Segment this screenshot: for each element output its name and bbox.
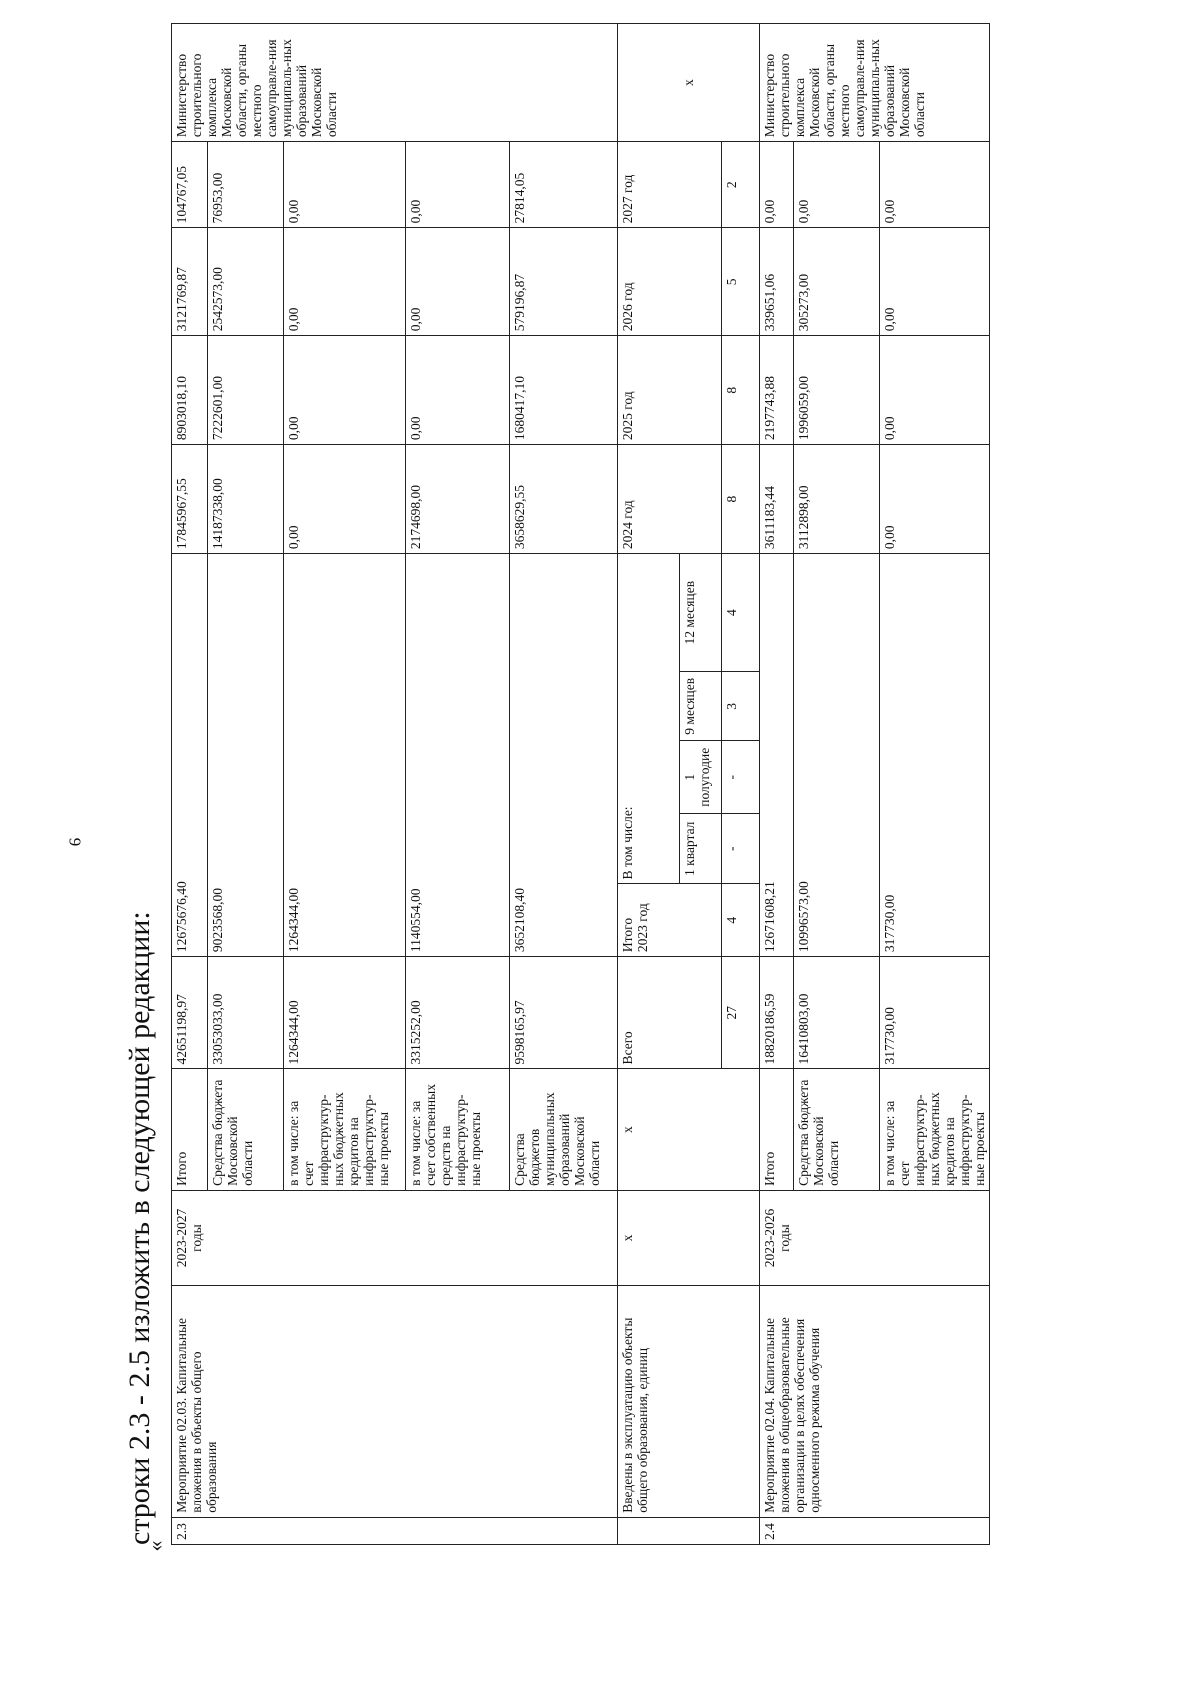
- value-total: 42651198,97: [172, 957, 208, 1069]
- result-2027: 2: [722, 142, 760, 228]
- value-2023: 1264344,00: [284, 554, 406, 957]
- value-2023: 9023568,00: [208, 554, 284, 957]
- value-total: 9598165,97: [510, 957, 618, 1069]
- value-2026: 3121769,87: [172, 228, 208, 336]
- period: х: [618, 1190, 760, 1285]
- row-number: 2.4: [760, 1517, 990, 1544]
- source-label: Итого: [760, 1069, 794, 1190]
- result-m12: 4: [722, 554, 760, 672]
- period: 2023-2026 годы: [760, 1190, 990, 1285]
- value-total: 18820186,59: [760, 957, 794, 1069]
- value-2025: 1680417,10: [510, 336, 618, 445]
- value-2026: 305273,00: [794, 228, 880, 336]
- table-row: [618, 24, 680, 1545]
- value-total: 33053033,00: [208, 957, 284, 1069]
- header-2026: 2026 год: [618, 228, 722, 336]
- value-2025: 0,00: [880, 336, 990, 445]
- table-row: [760, 24, 794, 1545]
- value-2024: 3658629,55: [510, 445, 618, 554]
- amendment-heading: строки 2.3 - 2.5 изложить в следующей редакции:: [123, 911, 156, 1545]
- value-2024: 14187338,00: [208, 445, 284, 554]
- value-2027: 27814,05: [510, 142, 618, 228]
- activity-name: Мероприятие 02.04. Капитальные вложения в общеобразовательные организации в целях обеспечения односменного режима обучения: [760, 1286, 990, 1518]
- value-total: 16410803,00: [794, 957, 880, 1069]
- value-2024: 3611183,44: [760, 445, 794, 554]
- result-total: 27: [722, 957, 760, 1069]
- period: 2023-2027 годы: [172, 1190, 618, 1285]
- header-2027: 2027 год: [618, 142, 722, 228]
- source-label: х: [618, 1069, 760, 1190]
- value-2025: 1996059,00: [794, 336, 880, 445]
- value-2026: 339651,06: [760, 228, 794, 336]
- value-2024: 17845967,55: [172, 445, 208, 554]
- value-2025: 0,00: [284, 336, 406, 445]
- value-2027: 0,00: [760, 142, 794, 228]
- header-m9: 9 месяцев: [680, 672, 722, 741]
- result-name: Введены в эксплуатацию объекты общего образования, единиц: [618, 1286, 760, 1518]
- value-2023: 12671608,21: [760, 554, 794, 957]
- header-incl: В том числе:: [618, 554, 680, 884]
- result-q1: -: [722, 814, 760, 884]
- source-label: Итого: [172, 1069, 208, 1190]
- opening-quote: «: [142, 1540, 168, 1552]
- value-total: 1264344,00: [284, 957, 406, 1069]
- source-label: Средства бюджетов муниципальных образований Московской области: [510, 1069, 618, 1190]
- header-m12: 12 месяцев: [680, 554, 722, 672]
- header-itogo-2023: Итого 2023 год: [618, 884, 722, 957]
- row-number: [618, 1517, 760, 1544]
- header-2025: 2025 год: [618, 336, 722, 445]
- responsible-party: Министерство строительного комплекса Московской области, органы местного самоуправле-ния муниципаль-ных образований Московской области: [760, 24, 990, 142]
- value-2024: 3112898,00: [794, 445, 880, 554]
- header-h1: 1 полугодие: [680, 741, 722, 814]
- value-2023: 317730,00: [880, 554, 990, 957]
- value-2023: 10996573,00: [794, 554, 880, 957]
- header-q1: 1 квартал: [680, 814, 722, 884]
- header-total: Всего: [618, 957, 722, 1069]
- result-2024: 8: [722, 445, 760, 554]
- value-2025: 2197743,88: [760, 336, 794, 445]
- value-2027: 0,00: [284, 142, 406, 228]
- value-total: 317730,00: [880, 957, 990, 1069]
- header-2024: 2024 год: [618, 445, 722, 554]
- source-label: в том числе: за счет собственных средств на инфраструктур-ные проекты: [406, 1069, 510, 1190]
- value-2026: 0,00: [284, 228, 406, 336]
- value-2027: 104767,05: [172, 142, 208, 228]
- source-label: Средства бюджета Московской области: [208, 1069, 284, 1190]
- result-h1: -: [722, 741, 760, 814]
- source-label: в том числе: за счет инфраструктур-ных бюджетных кредитов на инфраструктур-ные проекты: [880, 1069, 990, 1190]
- value-2027: 76953,00: [208, 142, 284, 228]
- row-number: 2.3: [172, 1517, 618, 1544]
- value-2026: 579196,87: [510, 228, 618, 336]
- source-label: в том числе: за счет инфраструктур-ных бюджетных кредитов на инфраструктур-ные проекты: [284, 1069, 406, 1190]
- table-row: [172, 24, 208, 1545]
- budget-table: [171, 23, 987, 1545]
- value-2024: 0,00: [284, 445, 406, 554]
- page-number: 9: [65, 837, 85, 847]
- source-label: Средства бюджета Московской области: [794, 1069, 880, 1190]
- value-total: 3315252,00: [406, 957, 510, 1069]
- value-2026: 2542573,00: [208, 228, 284, 336]
- value-2027: 0,00: [880, 142, 990, 228]
- value-2025: 8903018,10: [172, 336, 208, 445]
- value-2023: 1140554,00: [406, 554, 510, 957]
- result-2025: 8: [722, 336, 760, 445]
- value-2025: 7222601,00: [208, 336, 284, 445]
- value-2025: 0,00: [406, 336, 510, 445]
- value-2027: 0,00: [794, 142, 880, 228]
- result-m9: 3: [722, 672, 760, 741]
- value-2026: 0,00: [406, 228, 510, 336]
- value-2024: 0,00: [880, 445, 990, 554]
- responsible-party: х: [618, 24, 760, 142]
- value-2026: 0,00: [880, 228, 990, 336]
- value-2027: 0,00: [406, 142, 510, 228]
- activity-name: Мероприятие 02.03. Капитальные вложения в объекты общего образования: [172, 1286, 618, 1518]
- responsible-party: Министерство строительного комплекса Московской области, органы местного самоуправле-ния муниципаль-ных образований Московской области: [172, 24, 618, 142]
- result-itogo-2023: 4: [722, 884, 760, 957]
- value-2023: 12675676,40: [172, 554, 208, 957]
- value-2023: 3652108,40: [510, 554, 618, 957]
- value-2024: 2174698,00: [406, 445, 510, 554]
- result-2026: 5: [722, 228, 760, 336]
